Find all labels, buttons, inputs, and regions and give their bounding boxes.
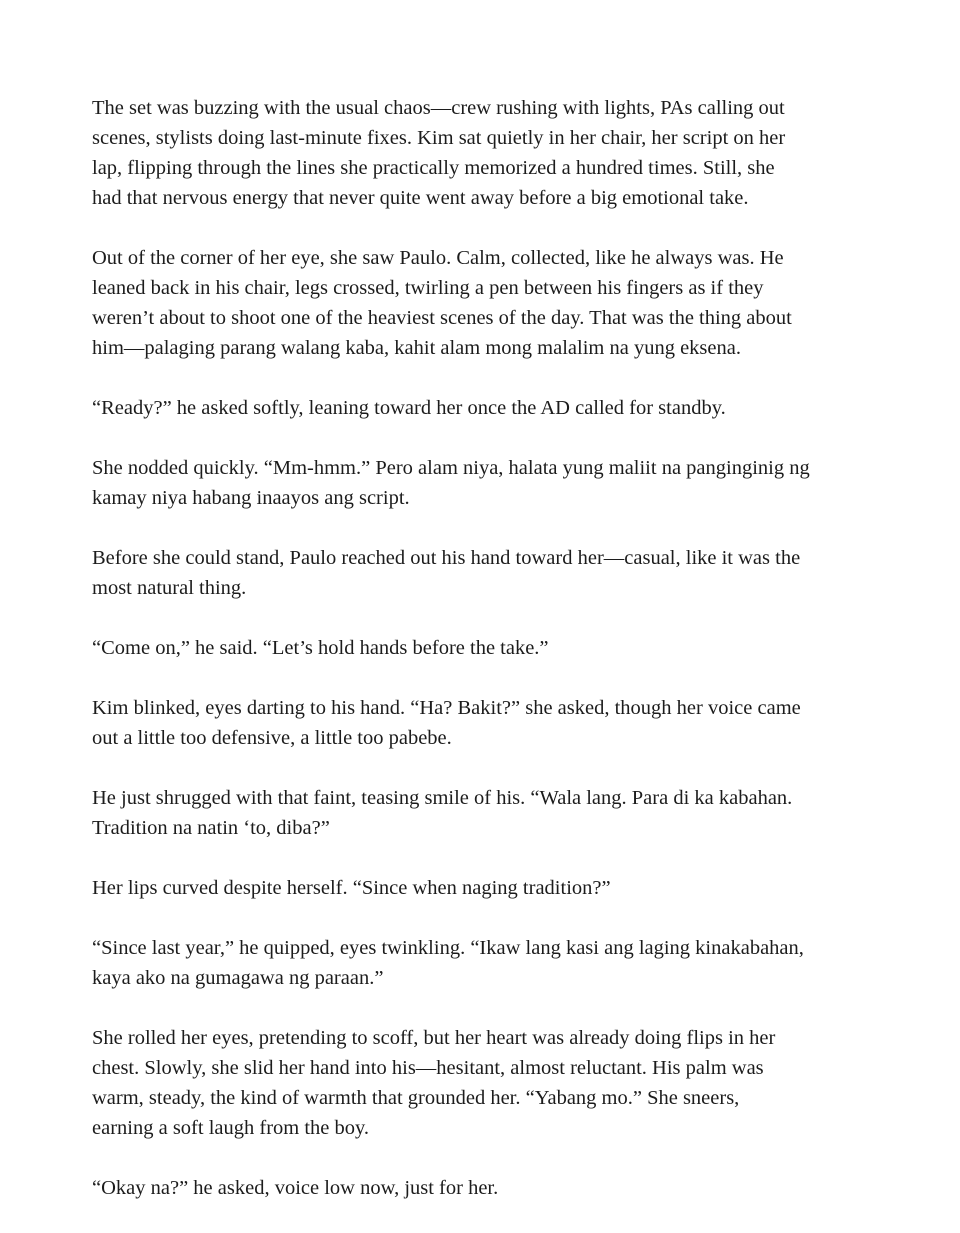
text-line: She rolled her eyes, pretending to scoff, but her heart was already doing flips in her: [92, 1027, 776, 1049]
text-line: “Okay na?” he asked, voice low now, just for her.: [92, 1177, 499, 1199]
text-line: him—palaging parang walang kaba, kahit alam mong malalim na yung eksena.: [92, 337, 741, 359]
text-line: “Since last year,” he quipped, eyes twinkling. “Ikaw lang kasi ang laging kinakabahan,: [92, 937, 804, 959]
paragraph-6: [92, 633, 882, 663]
paragraph-7: [92, 693, 882, 753]
paragraph-11: [92, 1023, 882, 1143]
paragraph-9: [92, 873, 882, 903]
text-line: earning a soft laugh from the boy.: [92, 1117, 370, 1139]
paragraph-4: [92, 453, 882, 513]
text-line: “Come on,” he said. “Let’s hold hands before the take.”: [92, 637, 549, 659]
text-line: Out of the corner of her eye, she saw Paulo. Calm, collected, like he always was. He: [92, 247, 784, 269]
text-line: lap, flipping through the lines she practically memorized a hundred times. Still, she: [92, 157, 775, 179]
paragraph-1: [92, 93, 882, 213]
text-line: most natural thing.: [92, 577, 247, 599]
text-line: Kim blinked, eyes darting to his hand. “Ha? Bakit?” she asked, though her voice came: [92, 697, 801, 719]
paragraph-10: [92, 933, 882, 993]
text-line: Tradition na natin ‘to, diba?”: [92, 817, 330, 839]
paragraph-12: [92, 1173, 882, 1203]
text-line: Before she could stand, Paulo reached out his hand toward her—casual, like it was the: [92, 547, 801, 569]
text-line: chest. Slowly, she slid her hand into his—hesitant, almost reluctant. His palm was: [92, 1057, 764, 1079]
text-line: “Ready?” he asked softly, leaning toward her once the AD called for standby.: [92, 397, 726, 419]
text-line: weren’t about to shoot one of the heaviest scenes of the day. That was the thing about: [92, 307, 792, 329]
text-line: Her lips curved despite herself. “Since when naging tradition?”: [92, 877, 611, 899]
story-page: [92, 93, 882, 1233]
text-line: scenes, stylists doing last-minute fixes. Kim sat quietly in her chair, her script on her: [92, 127, 786, 149]
text-line: kaya ako na gumagawa ng paraan.”: [92, 967, 384, 989]
paragraph-3: [92, 393, 882, 423]
paragraph-2: [92, 243, 882, 363]
text-line: The set was buzzing with the usual chaos—crew rushing with lights, PAs calling out: [92, 97, 785, 119]
text-line: He just shrugged with that faint, teasing smile of his. “Wala lang. Para di ka kabahan.: [92, 787, 793, 809]
text-line: leaned back in his chair, legs crossed, twirling a pen between his fingers as if they: [92, 277, 764, 299]
paragraph-5: [92, 543, 882, 603]
text-line: had that nervous energy that never quite went away before a big emotional take.: [92, 187, 749, 209]
text-line: out a little too defensive, a little too pabebe.: [92, 727, 452, 749]
paragraph-8: [92, 783, 882, 843]
text-line: She nodded quickly. “Mm-hmm.” Pero alam niya, halata yung maliit na panginginig ng: [92, 457, 810, 479]
text-line: kamay niya habang inaayos ang script.: [92, 487, 410, 509]
text-line: warm, steady, the kind of warmth that grounded her. “Yabang mo.” She sneers,: [92, 1087, 740, 1109]
